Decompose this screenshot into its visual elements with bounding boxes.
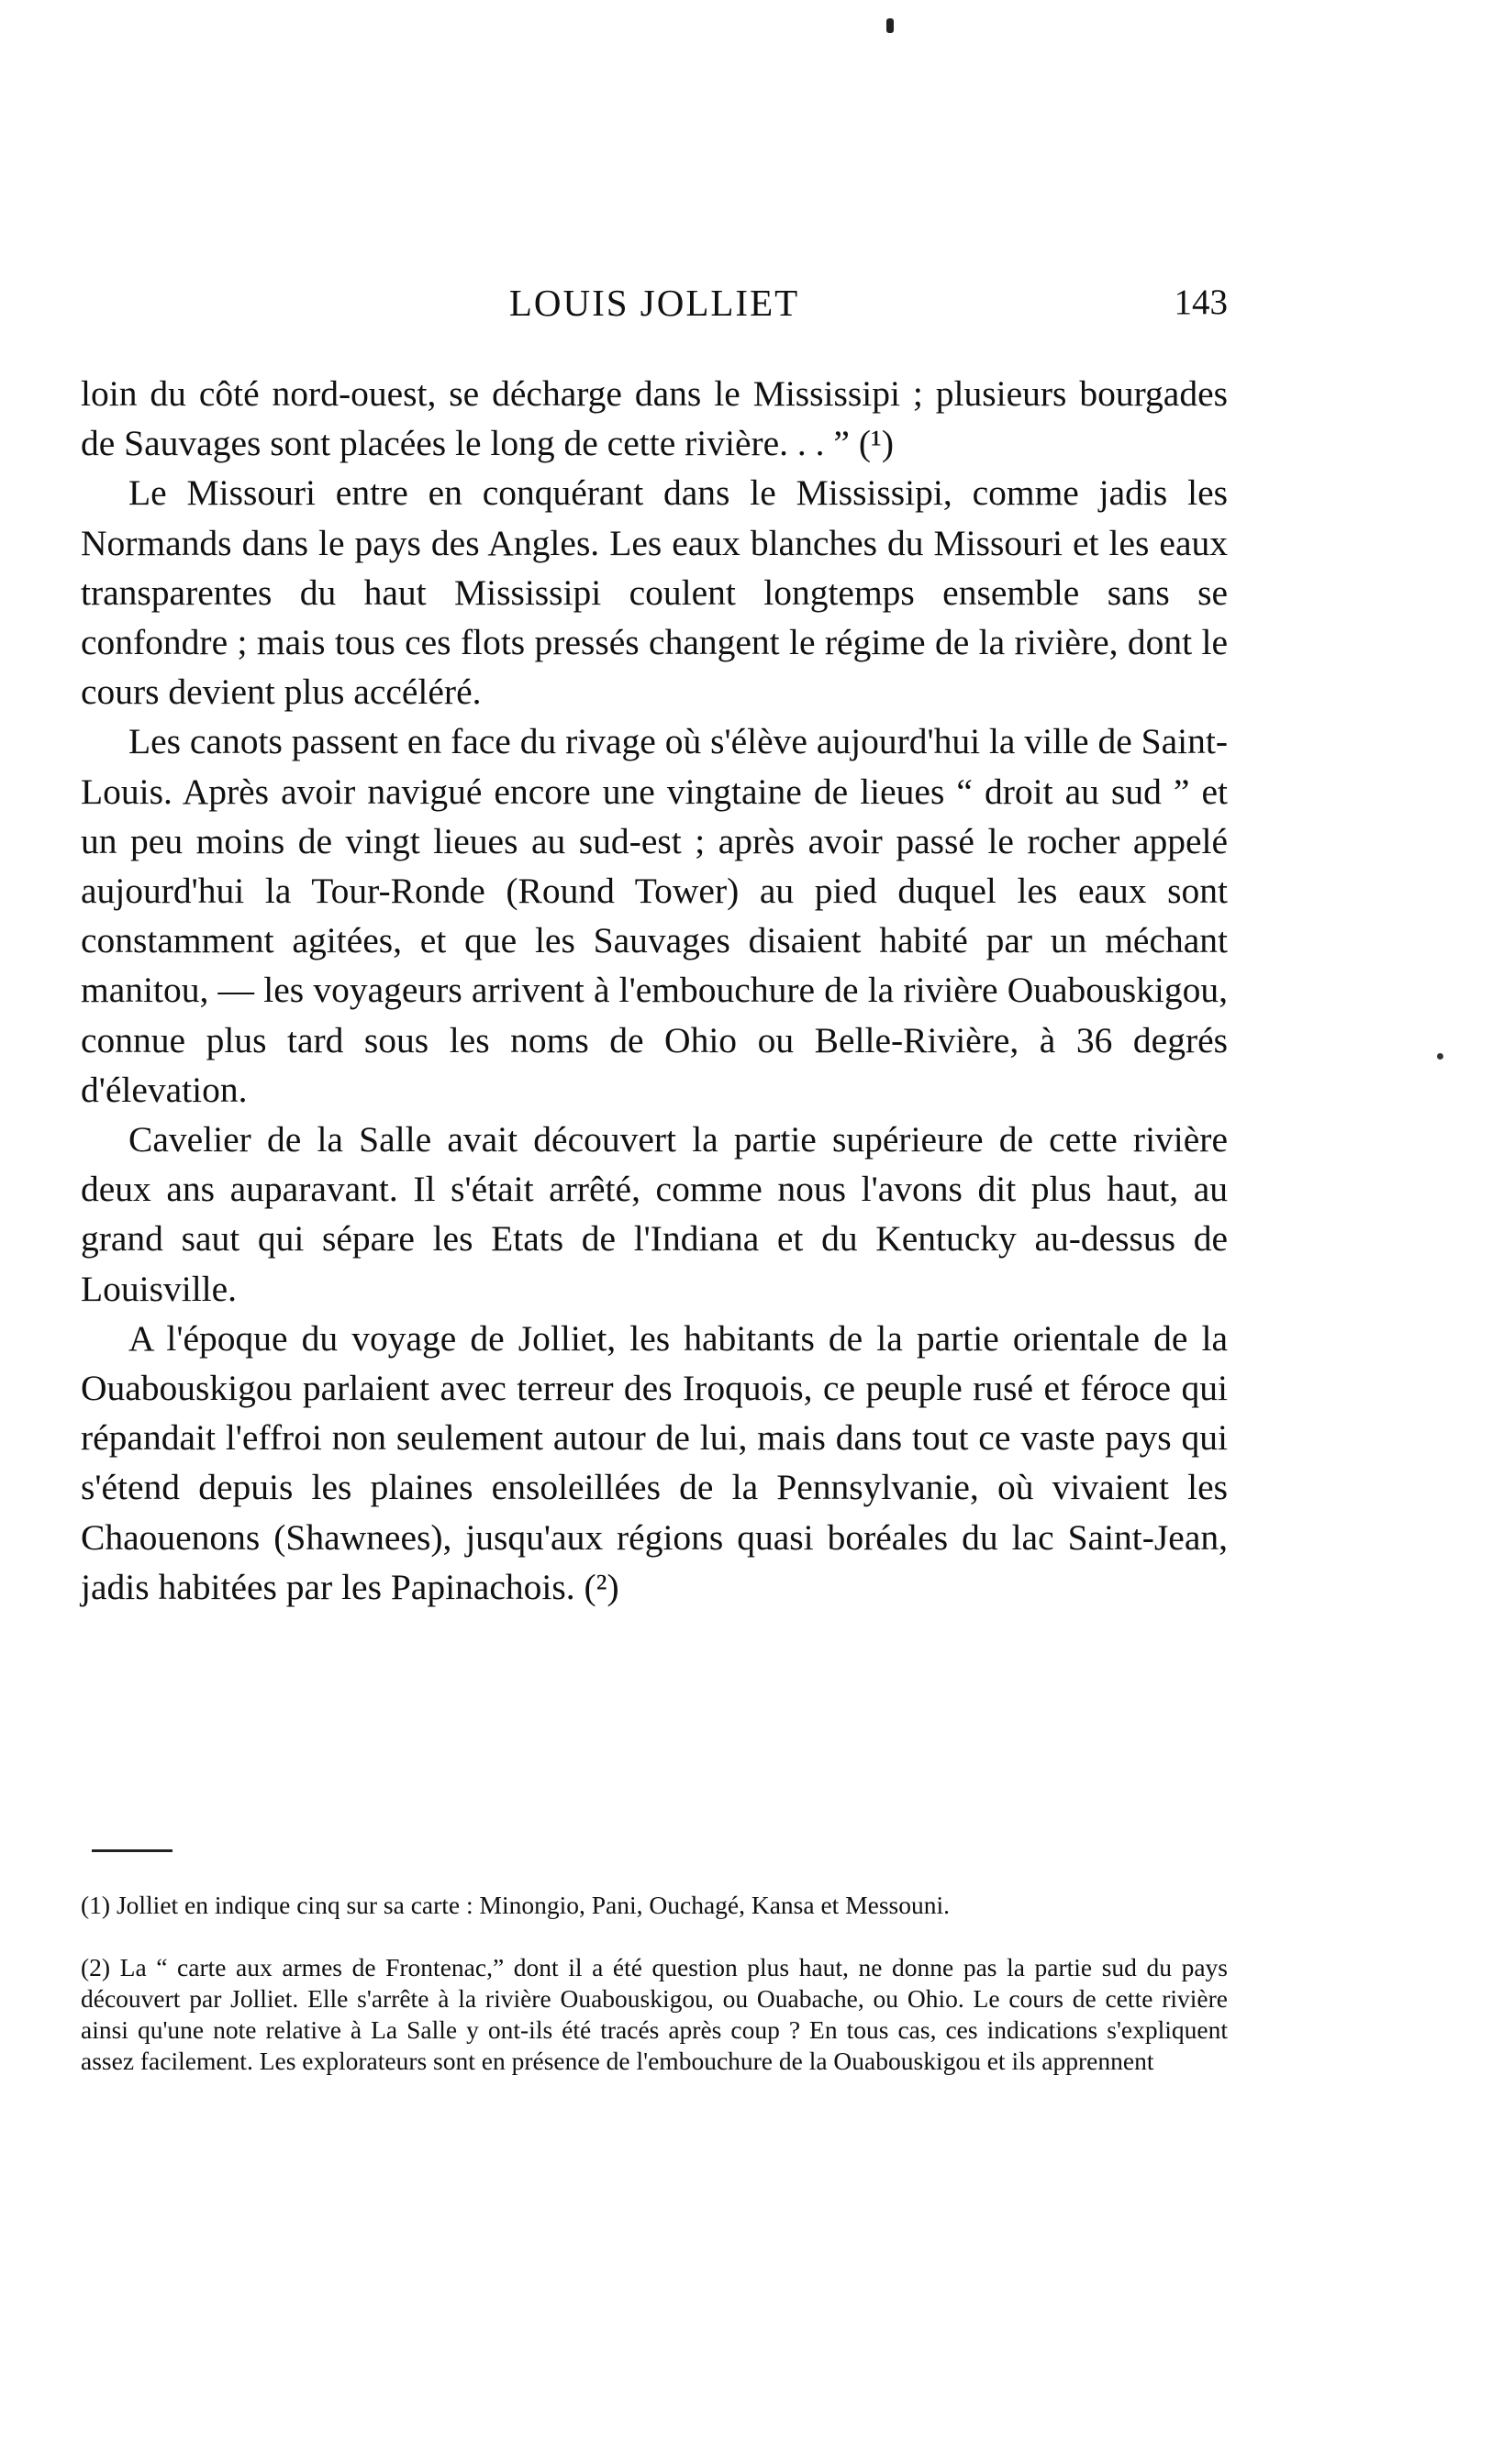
footnote-rule — [92, 1849, 173, 1852]
running-title: LOUIS JOLLIET — [508, 282, 800, 324]
page-number: 143 — [1174, 283, 1228, 322]
ink-mark — [1437, 1053, 1443, 1060]
paragraph-2: Le Missouri entre en conquérant dans le Mississipi, comme jadis les Normands dans le pays des Angles. Les eaux blanches du Missouri et les eaux transparentes du haut Mississipi coulent longtemps ensemble sans se confondre ; mais tous ces flots pressés changent le régime de la rivière, dont le cours devient plus accéléré. — [81, 472, 1228, 713]
footnote-1: (1) Jolliet en indique cinq sur sa carte : Minongio, Pani, Ouchagé, Kansa et Messouni. — [81, 1891, 951, 1919]
paragraph-5: A l'époque du voyage de Jolliet, les habitants de la partie orientale de la Ouabouskigou parlaient avec terreur des Iroquois, ce peuple rusé et féroce qui répandait l'effroi non seulement autour de lui, mais dans tout ce vaste pays qui s'étend depuis les plaines ensoleillées de la Pennsylvanie, où vivaient les Chaouenons (Shawnees), jusqu'aux régions quasi boréales du lac Saint-Jean, jadis habitées par les Papinachois. (²) — [81, 1317, 1228, 1607]
paragraph-4: Cavelier de la Salle avait découvert la partie supérieure de cette rivière deux ans auparavant. Il s'était arrêté, comme nous l'avons dit plus haut, au grand saut qui sépare les Etats de l'Indiana et du Kentucky au-dessus de Louisville. — [81, 1119, 1228, 1309]
ink-mark — [886, 18, 894, 33]
footnotes — [81, 1890, 1228, 2077]
body-text — [81, 369, 1228, 1612]
paragraph-3: Les canots passent en face du rivage où s'élève aujourd'hui la ville de Saint-Louis. Après avoir navigué encore une vingtaine de lieues “ droit au sud ” et un peu moins de vingt lieues au sud-est ; après avoir passé le rocher appelé aujourd'hui la Tour-Ronde (Round Tower) au pied duquel les eaux sont constamment agitées, et que les Sauvages disaient habité par un méchant manitou, — les voyageurs arrivent à l'embouchure de la rivière Ouabouskigou, connue plus tard sous les noms de Ohio ou Belle-Rivière, à 36 degrés d'élevation. — [81, 721, 1228, 1110]
page-header — [81, 275, 1228, 330]
footnote-2: (2) La “ carte aux armes de Frontenac,” dont il a été question plus haut, ne donne pas la partie sud du pays découvert par Jolliet. Elle s'arrête à la rivière Ouabouskigou, ou Ouabache, ou Ohio. Le cours de cette rivière ainsi qu'une note relative à La Salle y ont-ils été tracés après coup ? En tous cas, ces indications s'expliquent assez facilement. Les explorateurs sont en présence de l'embouchure de la Ouabouskigou et ils apprennent — [81, 1953, 1228, 2075]
paragraph-1: loin du côté nord-ouest, se décharge dans le Mississipi ; plusieurs bourgades de Sauvages sont placées le long de cette rivière. . . ” (¹) — [81, 373, 1228, 464]
